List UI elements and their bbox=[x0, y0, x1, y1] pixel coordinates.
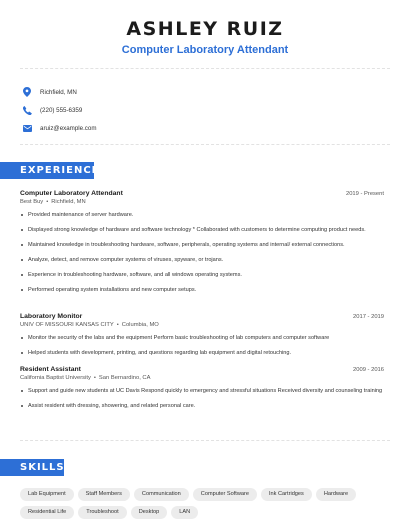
email-icon bbox=[22, 123, 32, 133]
section-header-skills: SKILLS bbox=[0, 459, 64, 476]
job-title: Computer Laboratory Attendant bbox=[20, 190, 123, 197]
list-item: Performed operating system installations and new computer setups. bbox=[20, 286, 384, 294]
list-item: Analyze, detect, and remove computer systems of viruses, spyware, or trojans. bbox=[20, 256, 384, 264]
phone-text: (220) 555-6359 bbox=[40, 106, 83, 114]
job-company: California Baptist University bbox=[20, 375, 91, 381]
skills-list bbox=[20, 488, 390, 519]
job-location: Columbia, MO bbox=[121, 322, 159, 328]
job-title: Laboratory Monitor bbox=[20, 313, 83, 320]
location-pin-icon bbox=[22, 87, 32, 97]
job-bullets bbox=[20, 334, 384, 357]
contact-email bbox=[22, 119, 372, 137]
resume-header bbox=[0, 18, 410, 56]
job-company-line bbox=[20, 375, 384, 381]
divider bbox=[20, 68, 390, 69]
job-title: Resident Assistant bbox=[20, 366, 81, 373]
job-entry bbox=[20, 190, 384, 301]
location-text: Richfield, MN bbox=[40, 88, 77, 96]
job-date: 2009 - 2016 bbox=[353, 367, 384, 373]
skill-chip: Ink Cartridges bbox=[261, 488, 312, 501]
skill-chip: Lab Equipment bbox=[20, 488, 74, 501]
skill-chip: Communication bbox=[134, 488, 189, 501]
list-item: Support and guide new students at UC Davis Respond quickly to emergency and stressful situations Received diversity and counseling training bbox=[20, 387, 384, 395]
email-text[interactable]: aruiz@example.com bbox=[40, 124, 97, 132]
skill-chip: LAN bbox=[171, 506, 198, 519]
skill-chip: Desktop bbox=[131, 506, 168, 519]
phone-icon bbox=[22, 105, 32, 115]
list-item: Monitor the security of the labs and the equipment Perform basic troubleshooting of lab computers and computer software bbox=[20, 334, 384, 342]
separator-dot: • bbox=[46, 199, 49, 205]
contact-info bbox=[22, 83, 372, 137]
job-title-headline: Computer Laboratory Attendant bbox=[121, 44, 289, 56]
contact-phone bbox=[22, 101, 372, 119]
job-company: UNIV OF MISSOURI KANSAS CITY bbox=[20, 322, 114, 328]
divider bbox=[20, 440, 390, 441]
skill-chip: Hardware bbox=[316, 488, 356, 501]
list-item: Displayed strong knowledge of hardware and software technology * Collaborated with customers to determine computing product needs. bbox=[20, 226, 384, 234]
skill-chip: Residential Life bbox=[20, 506, 74, 519]
list-item: Provided maintenance of server hardware. bbox=[20, 211, 384, 219]
section-header-experience: EXPERIENCE bbox=[0, 162, 94, 179]
divider bbox=[20, 144, 390, 145]
job-company-line bbox=[20, 199, 384, 205]
job-location: Richfield, MN bbox=[51, 199, 86, 205]
skill-chip: Computer Software bbox=[193, 488, 257, 501]
skill-chip: Troubleshoot bbox=[78, 506, 126, 519]
skill-chip: Staff Members bbox=[78, 488, 130, 501]
separator-dot: • bbox=[93, 375, 96, 381]
job-bullets bbox=[20, 211, 384, 294]
job-entry bbox=[20, 366, 384, 417]
list-item: Experience in troubleshooting hardware, software, and all windows operating systems. bbox=[20, 271, 384, 279]
list-item: Maintained knowledge in troubleshooting hardware, software, peripherals, operating systems and internal/ external connections. bbox=[20, 241, 384, 249]
contact-location bbox=[22, 83, 372, 101]
job-company: Best Buy bbox=[20, 199, 44, 205]
job-location: San Bernardino, CA bbox=[98, 375, 151, 381]
list-item: Assist resident with dressing, showering, and related personal care. bbox=[20, 402, 384, 410]
list-item: Helped students with development, printing, and questions regarding lab equipment and digital retouching. bbox=[20, 349, 384, 357]
candidate-name: ASHLEY RUIZ bbox=[126, 18, 284, 40]
job-company-line bbox=[20, 322, 384, 328]
job-entry bbox=[20, 313, 384, 364]
job-bullets bbox=[20, 387, 384, 410]
separator-dot: • bbox=[116, 322, 119, 328]
job-date: 2017 - 2019 bbox=[353, 314, 384, 320]
job-date: 2019 - Present bbox=[345, 191, 384, 197]
